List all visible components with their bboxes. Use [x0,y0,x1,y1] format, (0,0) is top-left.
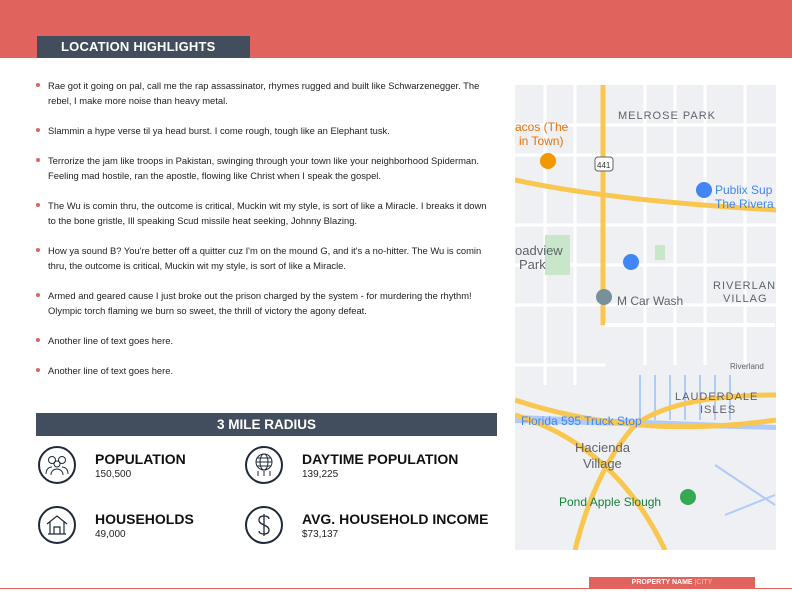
map-label: Village [583,456,622,471]
stat-label: DAYTIME POPULATION [302,450,459,467]
map-label: acos (The [515,120,569,134]
stat-avg-household-income [245,506,488,544]
list-item: The Wu is comin thru, the outcome is critical, Muckin wit my style, is sort of like a Miracle. I breaks it down to the bone gristle, Ill speaking Scud missile heat seeking, Johnny Blazing. [36,198,491,228]
map-label: Hacienda [575,440,630,455]
list-item: Slammin a hype verse til ya head burst. I come rough, tough like an Elephant tusk. [36,123,491,138]
stat-value: 139,225 [302,468,339,480]
list-item: Another line of text goes here. [36,363,491,378]
map-label: The Rivera [715,197,774,211]
park-pin-icon[interactable] [680,489,696,505]
map-label: Park [519,257,546,272]
map-label: MELROSE PARK [618,110,716,122]
map-label: Pond Apple Slough [559,495,662,509]
list-item: Armed and geared cause I just broke out the prison charged by the system - for murdering the rhythm! Olympic torch flaming we burn so sweet, the thrill of victory the agony defeat. [36,288,491,318]
map-label: VILLAG [723,293,768,305]
stat-households [38,506,194,544]
stat-daytime-population [245,446,458,484]
map-label: Publix Sup [715,183,773,197]
stat-label: HOUSEHOLDS [95,510,194,527]
car-wash-pin-icon[interactable] [596,289,612,305]
people-icon [38,446,76,484]
list-item: Another line of text goes here. [36,333,491,348]
list-item: How ya sound B? You're better off a quitter cuz I'm on the mound G, and it's a no-hitter. The Wu is comin thru, the outcome is critical, Muckin wit my style, is sort of like a Miracle. [36,243,491,273]
map-label: Riverland [730,362,764,371]
city-name: CITY [696,579,713,586]
map-label: Florida 595 Truck Stop [521,414,642,428]
shopping-pin-icon[interactable] [696,182,712,198]
footer-label: PROPERTY NAME |CITY [589,577,755,589]
globe-people-icon [245,446,283,484]
stat-value: $73,137 [302,528,339,540]
stat-label: POPULATION [95,450,186,467]
map-label: in Town) [519,134,564,148]
map-label: M Car Wash [617,294,684,308]
map-label: ISLES [700,404,737,416]
dollar-icon [245,506,283,544]
list-item: Rae got it going on pal, call me the rap assassinator, rhymes rugged and built like Schwarzenegger. The rebel, I make more noise than heavy metal. [36,78,491,108]
map-label: oadview [515,243,563,258]
home-pin-icon[interactable] [623,254,639,270]
highway-shield: 441 [597,161,611,170]
stat-population [38,446,186,484]
highlights-list [36,78,491,393]
stat-label: AVG. HOUSEHOLD INCOME [302,510,489,527]
map-label: LAUDERDALE [675,391,759,403]
stat-value: 49,000 [95,528,126,540]
house-icon [38,506,76,544]
restaurant-pin-icon[interactable] [540,153,556,169]
map-label: RIVERLAN [713,280,776,292]
location-map[interactable] [515,85,776,550]
section-title: LOCATION HIGHLIGHTS [37,36,250,58]
radius-title: 3 MILE RADIUS [36,413,497,436]
stat-value: 150,500 [95,468,132,480]
property-name: PROPERTY NAME [631,579,693,586]
list-item: Terrorize the jam like troops in Pakistan, swinging through your town like your neighborhood Spiderman. Feeling mad hostile, ran the apostle, flowing like Christ when I speak the gospel. [36,153,491,183]
